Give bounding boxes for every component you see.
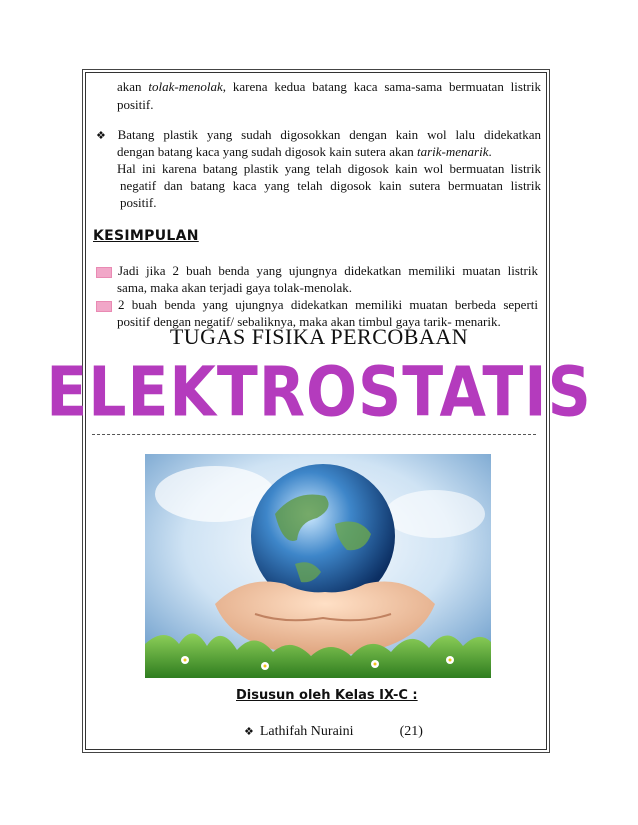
paragraph-line: akan tolak-menolak, karena kedua batang kaca sama-sama bermuatan listrik (117, 79, 541, 94)
paragraph-line: positif. (120, 195, 157, 210)
member-name: Lathifah Nuraini (259, 724, 354, 739)
conclusion-item: 2 buah benda yang ujungnya didekatkan memiliki muatan berbeda seperti (96, 296, 538, 313)
subject-title: ELEKTROSTATIS (46, 352, 592, 433)
section-heading: KESIMPULAN (93, 228, 199, 244)
globe-in-hands-image (145, 454, 491, 678)
bullet-item: ❖ Batang plastik yang sudah digosokkan dengan kain wol lalu didekatkan (96, 127, 541, 142)
diamond-bullet-icon: ❖ (244, 726, 254, 738)
paragraph-line: sama, maka akan terjadi gaya tolak-menolak. (117, 280, 352, 295)
diamond-bullet-icon: ❖ (96, 130, 112, 142)
divider (92, 434, 536, 435)
paragraph-line: Hal ini karena batang plastik yang telah digosok kain wol bermuatan listrik (117, 161, 541, 176)
paragraph-line: positif dengan negatif/ sebaliknya, maka akan timbul gaya tarik- menarik. (117, 314, 501, 329)
paragraph-line: positif. (117, 97, 154, 112)
paragraph-line: dengan batang kaca yang sudah digosok kain sutera akan tarik-menarik. (117, 144, 492, 159)
paragraph-line: negatif dan batang kaca yang telah digosok kain sutera bermuatan listrik (120, 178, 541, 193)
member-number: (21) (399, 724, 423, 739)
conclusion-item: Jadi jika 2 buah benda yang ujungnya didekatkan memiliki muatan listrik (96, 262, 538, 279)
pink-bullet-icon (96, 301, 112, 312)
member-entry (244, 724, 423, 740)
page-title: TUGAS FISIKA PERCOBAAN (169, 324, 469, 349)
byline: Disusun oleh Kelas IX-C : (236, 688, 418, 703)
pink-bullet-icon (96, 267, 112, 278)
